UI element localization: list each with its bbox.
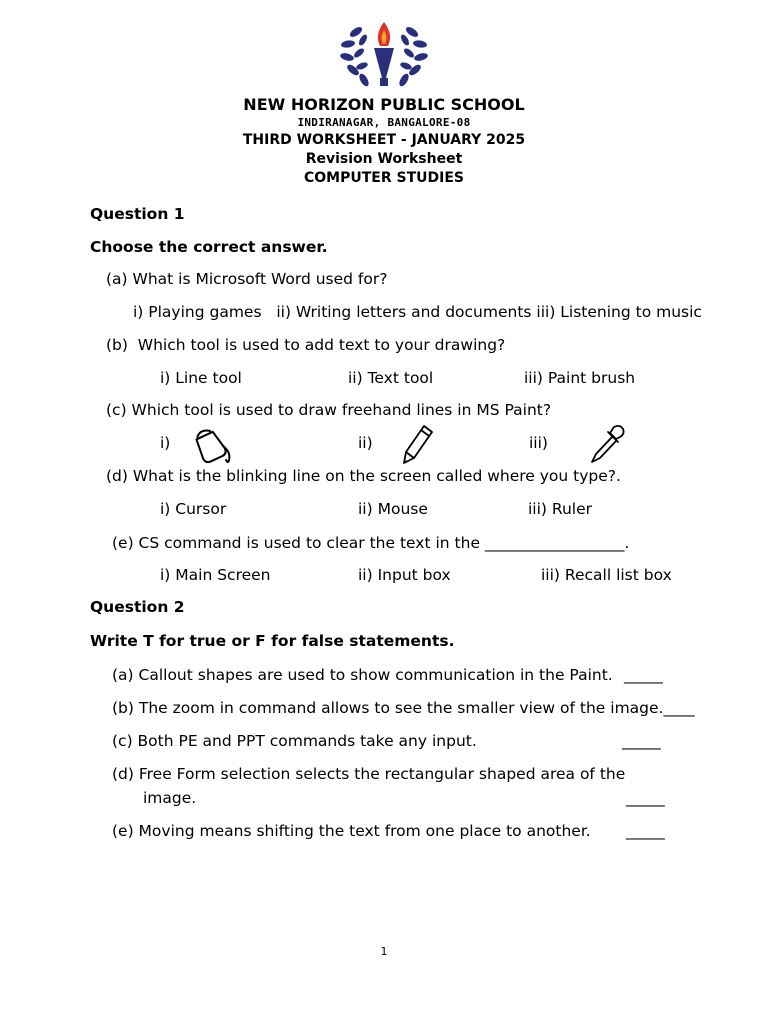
q2d-statement: (d) Free Form selection selects the rectangular shaped area of the: [112, 765, 626, 783]
q1b-option-1: i) Line tool: [160, 369, 242, 387]
worksheet-title: THIRD WORKSHEET - JANUARY 2025: [242, 132, 526, 148]
page-number: 1: [380, 945, 388, 958]
subject-title: COMPUTER STUDIES: [304, 170, 464, 186]
paint-bucket-icon: [193, 426, 235, 466]
q1c-option-1: i): [160, 434, 171, 452]
school-logo: [334, 20, 434, 92]
question-1-instruction: Choose the correct answer.: [90, 238, 328, 256]
color-picker-icon: [588, 424, 626, 466]
q1e-option-2: ii) Input box: [358, 566, 451, 584]
q1c-option-3: iii): [529, 434, 548, 452]
q1d-option-3: iii) Ruler: [528, 500, 593, 518]
q2c-statement: (c) Both PE and PPT commands take any input.: [112, 732, 477, 750]
q1d-option-2: ii) Mouse: [358, 500, 428, 518]
q1d-question: (d) What is the blinking line on the screen called where you type?.: [106, 467, 621, 485]
q1b-option-2: ii) Text tool: [348, 369, 434, 387]
q2e-blank[interactable]: _____: [626, 822, 665, 840]
q1a-options: i) Playing games ii) Writing letters and documents iii) Listening to music: [133, 303, 702, 321]
worksheet-type: Revision Worksheet: [305, 151, 463, 167]
q2a-blank[interactable]: _____: [624, 666, 663, 684]
question-2-title: Question 2: [90, 598, 185, 616]
q2b-statement: (b) The zoom in command allows to see the smaller view of the image.____: [112, 699, 695, 717]
q2c-blank[interactable]: _____: [622, 732, 661, 750]
q2d-statement-cont: image.: [143, 789, 197, 807]
q2d-blank[interactable]: _____: [626, 789, 665, 807]
q2a-statement: (a) Callout shapes are used to show communication in the Paint.: [112, 666, 613, 684]
school-address: INDIRANAGAR, BANGALORE-08: [297, 116, 471, 129]
q1e-option-1: i) Main Screen: [160, 566, 271, 584]
q2e-statement: (e) Moving means shifting the text from one place to another.: [112, 822, 591, 840]
q1b-option-3: iii) Paint brush: [524, 369, 636, 387]
q1d-option-1: i) Cursor: [160, 500, 227, 518]
pencil-icon: [402, 424, 436, 466]
school-name: NEW HORIZON PUBLIC SCHOOL: [243, 95, 525, 114]
question-1-title: Question 1: [90, 205, 185, 223]
q1e-question: (e) CS command is used to clear the text in the __________________.: [112, 534, 630, 552]
q1c-question: (c) Which tool is used to draw freehand lines in MS Paint?: [106, 401, 552, 419]
question-2-instruction: Write T for true or F for false statements.: [90, 632, 455, 650]
q1b-question: (b) Which tool is used to add text to your drawing?: [106, 336, 506, 354]
q1e-option-3: iii) Recall list box: [541, 566, 672, 584]
q1c-option-2: ii): [358, 434, 373, 452]
q1a-question: (a) What is Microsoft Word used for?: [106, 270, 388, 288]
